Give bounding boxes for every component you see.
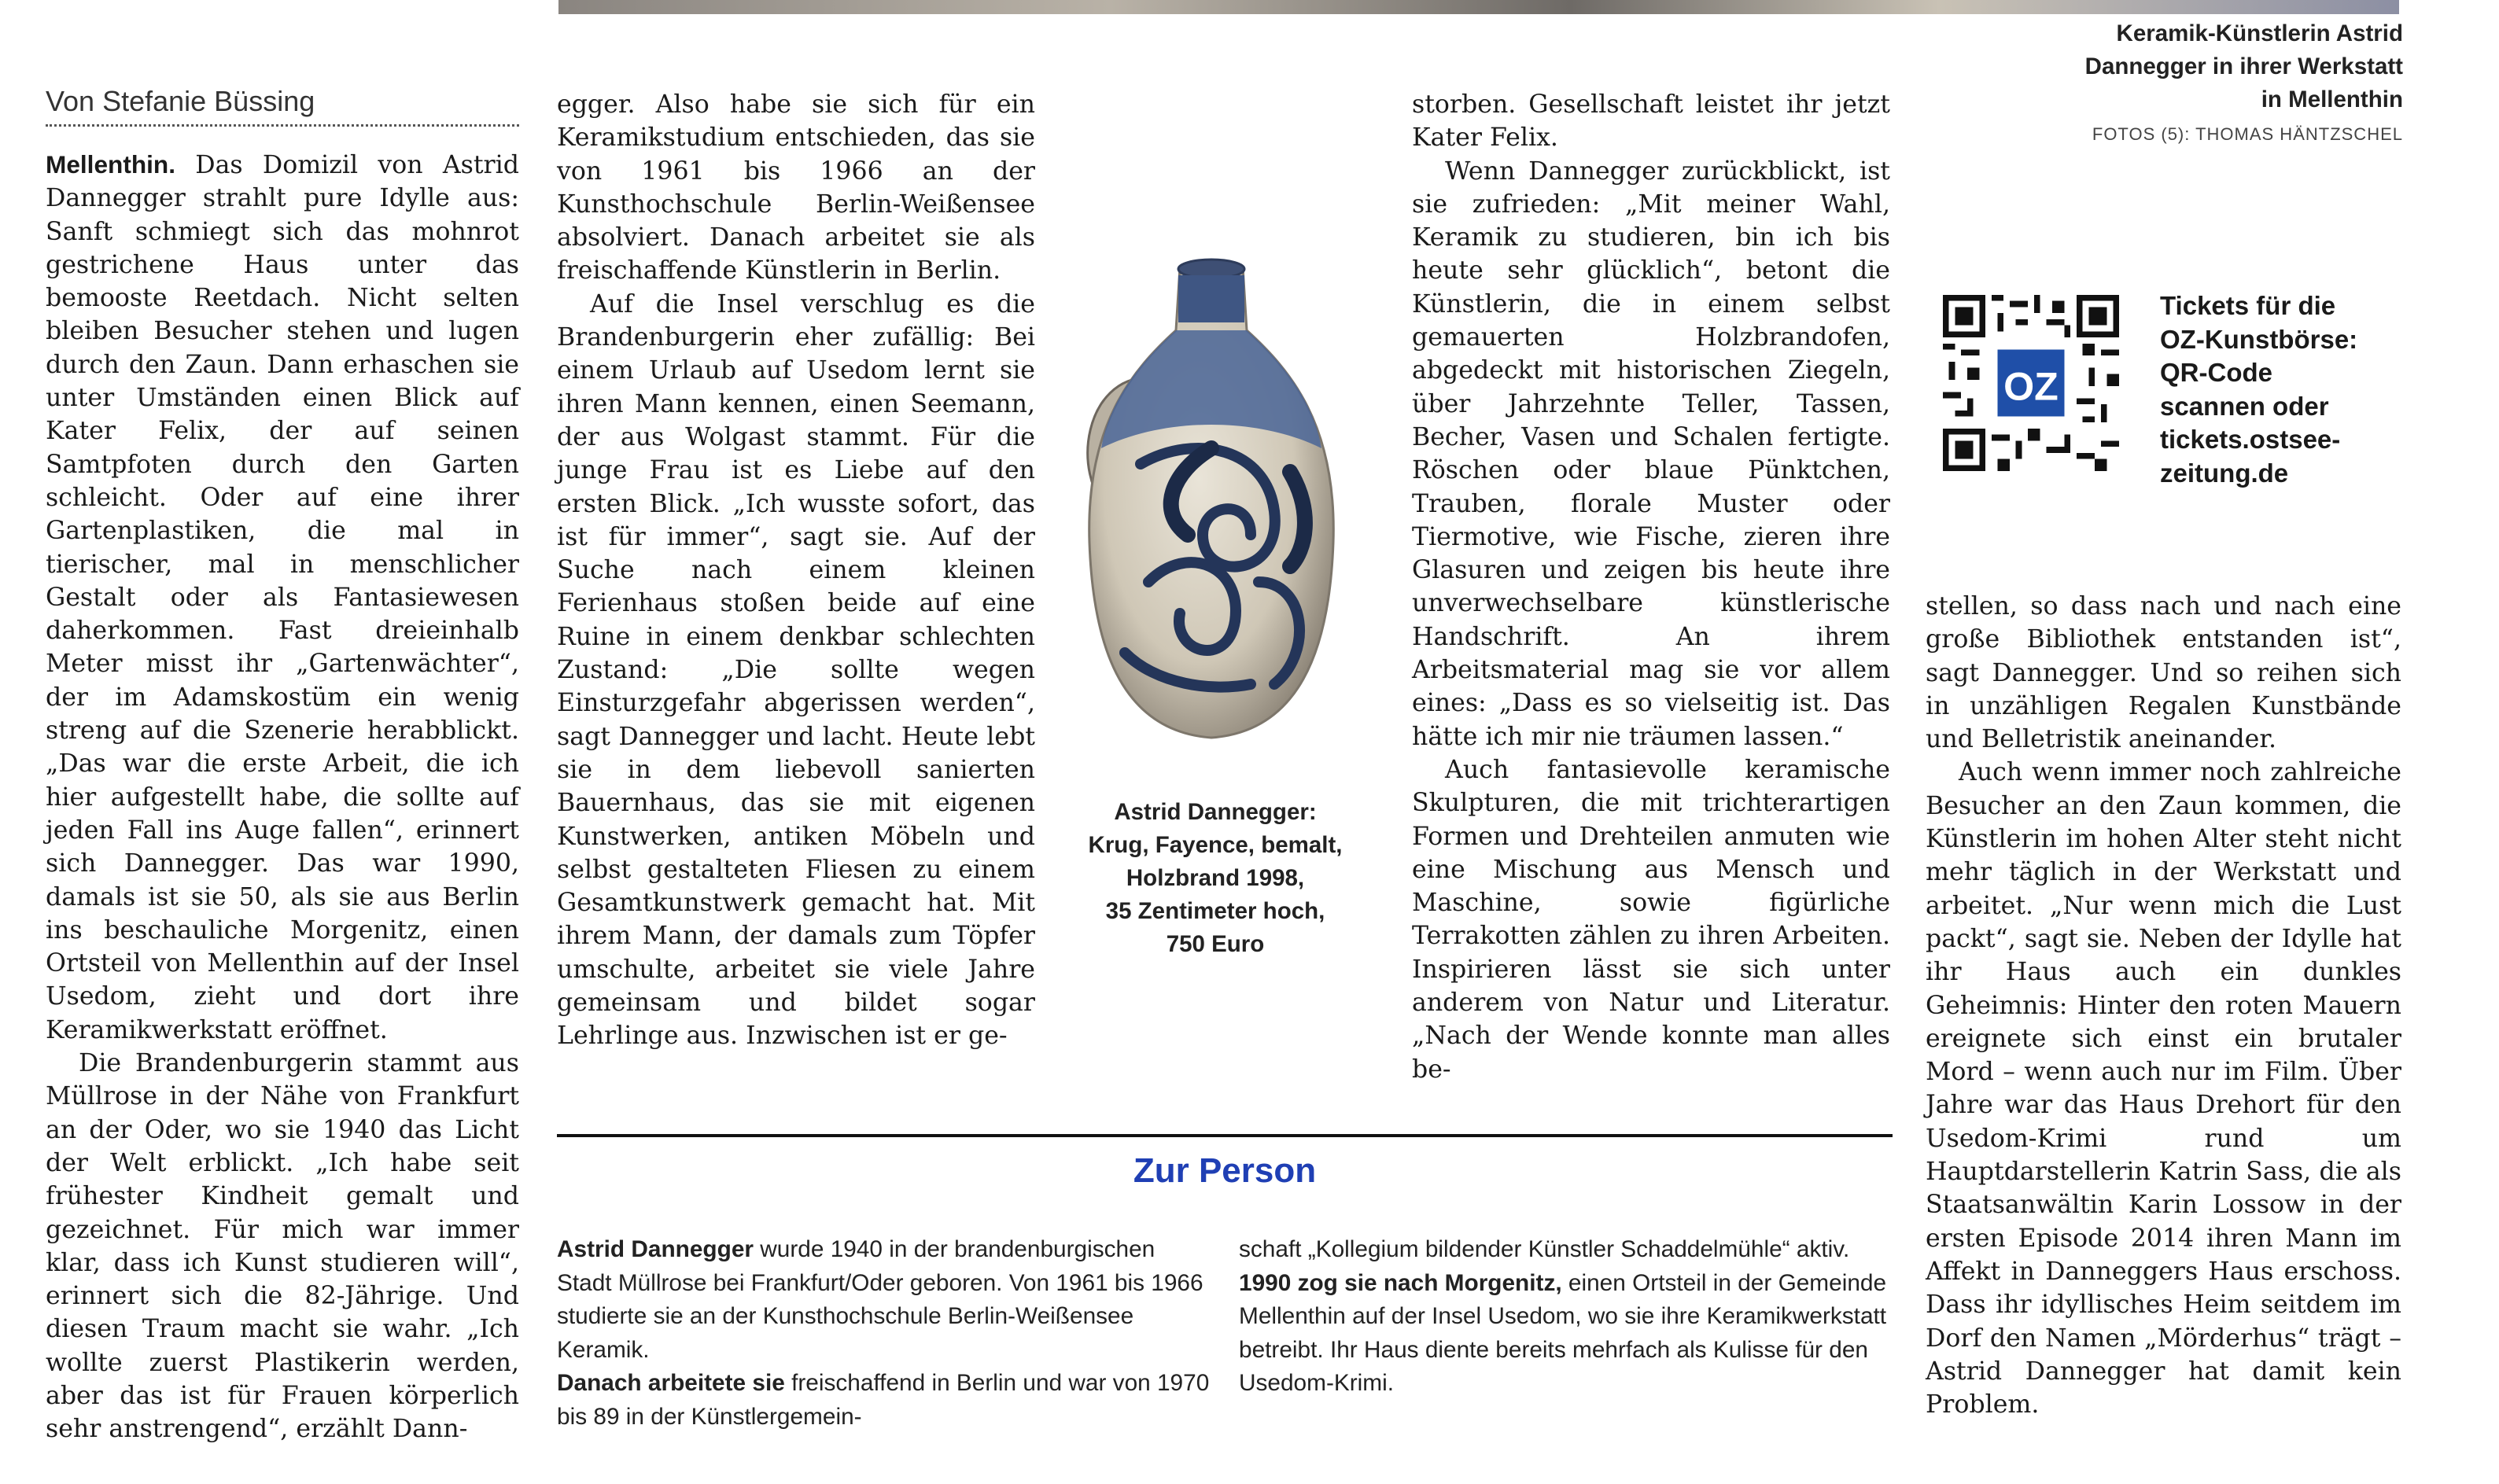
photo-credit: FOTOS (5): THOMAS HÄNTZSCHEL [2092, 124, 2403, 144]
info-paragraph [1239, 1267, 1892, 1401]
vase-caption [1058, 796, 1373, 961]
info-paragraph: schaft „Kollegium bildender Künstler Schaddelmühle“ aktiv. [1239, 1236, 1850, 1262]
caption-line: Astrid Dannegger: [1114, 799, 1317, 825]
article-column-3 [1412, 88, 1890, 1086]
qr-info-line: scannen oder [2160, 391, 2329, 421]
info-text: einen Ortsteil in der Gemeinde Mellenthin auf der Insel Usedom, wo sie ihre Keramikwerkstatt betreibt. Ihr Haus diente bereits mehrfach als Kulisse für den Usedom-Krimi. [1239, 1269, 1887, 1396]
info-text: wurde 1940 in der brandenburgischen Stadt Müllrose bei Frankfurt/Oder geboren. Von 1961 bis 1966 studierte sie an der Kunsthochschule Berlin-Weißensee Keramik. [557, 1236, 1203, 1363]
info-box-divider [557, 1134, 1893, 1137]
article-paragraph [46, 148, 519, 1047]
qr-info-line: tickets.ostsee- [2160, 425, 2341, 454]
article-paragraph: stellen, so dass nach und nach eine große Bibliothek entstanden ist“, sagt Dannegger. Und so reihen sich in unzähligen Regalen Kunstbände und Belletristik aneinander. [1926, 592, 2401, 754]
info-paragraph [557, 1367, 1210, 1434]
article-paragraph: Auch wenn immer noch zahlreiche Besucher an den Zaun kommen, die Künstlerin im hohen Alter steht nicht mehr täglich in der Werkstatt und arbeitet. „Nur wenn mich die Lust packt“, sagt sie. Neben der Idylle hat ihr Haus auch ein dunkles Geheimnis: Hinter den roten Mauern ereignete sich einst ein brutaler Mord – wenn auch nur im Film. Über Jahre war das Haus Drehort für den Usedom-Krimi rund um Hauptdarstellerin Katrin Sass, die als Staatsanwältin Karin Lossow in der ersten Episode 2014 ihren Mann im Affekt in Danneggers Haus erschoss. Dass ihr idyllisches Heim seitdem im Dorf den Namen „Mörderhus“ trägt – Astrid Dannegger hat damit kein Problem. [1926, 758, 2401, 1420]
article-paragraph: egger. Also habe sie sich für ein Keramikstudium entschieden, das sie von 1961 bis 1966 an der Kunsthochschule Berlin-Weißensee absolviert. Danach arbeitet sie als freischaffende Künstlerin in Berlin. [557, 90, 1035, 285]
article-column-2 [557, 88, 1035, 1053]
qr-info-line: QR-Code [2160, 358, 2272, 387]
info-box-column-1 [557, 1233, 1210, 1434]
article-paragraph: Die Brandenburgerin stammt aus Müllrose in der Nähe von Frankfurt an der Oder, wo sie 1940 das Licht der Welt erblickt. „Ich habe seit frühester Kindheit gemalt und gezeichnet. Für mich war immer klar, dass ich Kunst studieren will“, erinnert sich die 82-Jährige. Und diesen Traum macht sie wahr. „Ich wollte zuerst Plastikerin werden, aber das ist für Frauen körperlich sehr anstrengend“, erzählt Dann- [46, 1049, 519, 1444]
top-photo-edge [558, 0, 2399, 14]
info-box-title: Zur Person [1133, 1151, 1317, 1190]
article-paragraph: storben. Gesellschaft leistet ihr jetzt Kater Felix. [1412, 90, 1890, 153]
qr-info-line: OZ-Kunstbörse: [2160, 324, 2358, 354]
caption-line: Krug, Fayence, bemalt, [1088, 832, 1343, 858]
dateline: Mellenthin. [46, 150, 175, 179]
article-column-1 [46, 148, 519, 1446]
caption-line: 35 Zentimeter hoch, [1105, 898, 1325, 924]
info-highlight: Astrid Dannegger [557, 1236, 754, 1262]
jug-illustration [1054, 212, 1369, 763]
qr-info-line: zeitung.de [2160, 458, 2289, 488]
byline: Von Stefanie Büssing [46, 85, 315, 117]
article-paragraph: Auch fantasievolle keramische Skulpturen, die mit trichterartigen Formen und Drehteilen anmuten wie eine Mischung aus Mensch und Maschine, sowie figürliche Terrakotten zählen zu ihren Arbeiten. Inspirieren lässt sie sich unter anderem von Natur und Literatur. „Nach der Wende konnte man alles be- [1412, 755, 1890, 1084]
jug-neck-band [1178, 275, 1244, 322]
caption-line: Keramik-Künstlerin Astrid [2116, 20, 2403, 46]
byline-divider [46, 124, 519, 127]
caption-line: Holzbrand 1998, [1126, 865, 1305, 891]
caption-line: in Mellenthin [2261, 87, 2403, 112]
qr-ticket-info [2160, 289, 2412, 490]
caption-line: 750 Euro [1166, 931, 1265, 957]
caption-line: Dannegger in ihrer Werkstatt [2084, 53, 2403, 79]
info-box-column-2 [1239, 1233, 1892, 1401]
info-highlight: Danach arbeitete sie [557, 1370, 785, 1396]
article-column-4 [1926, 590, 2401, 1421]
photo-caption [1943, 17, 2403, 116]
info-highlight: 1990 zog sie nach Morgenitz, [1239, 1269, 1562, 1296]
paragraph-text: Das Domizil von Astrid Dannegger strahlt pure Idylle aus: Sanft schmiegt sich das mohnrot gestrichene Haus unter das bemooste Reetdach. Nicht selten bleiben Besucher stehen und lugen durch den Zaun. Dann erhaschen sie unter Umständen einen Blick auf Kater Felix, der auf seinen Samtpfoten durch den Garten schleicht. Oder auf eine ihrer Gartenplastiken, die mal in tierischer, mal in menschlicher Gestalt oder als Fantasiewesen daherkommen. Fast dreieinhalb Meter misst ihr „Gartenwächter“, der im Adamskostüm ein wenig streng auf die Szenerie herabblickt. „Das war die erste Arbeit, die ich hier aufgestellt habe, die sollte auf jeden Fall ins Auge fallen“, erinnert sich Dannegger. Das war 1990, damals ist sie 50, als sie aus Berlin ins beschauliche Morgenitz, einen Ortsteil von Mellenthin auf der Insel Usedom, zieht und dort ihre Keramikwerkstatt eröffnet. [46, 151, 519, 1044]
article-paragraph: Auf die Insel verschlug es die Brandenburgerin eher zufällig: Bei einem Urlaub auf Usedom lernt sie ihren Mann kennen, einen Seemann, der aus Wolgast stammt. Für die junge Frau ist es Liebe auf den ersten Blick. „Ich wusste sofort, das ist für immer“, sagt sie. Auf der Suche nach einem kleinen Ferienhaus stoßen beide auf eine Ruine in einem denkbar schlechten Zustand: „Die sollte wegen Einsturzgefahr abgerissen werden“, sagt Dannegger und lacht. Heute lebt sie in dem liebevoll sanierten Bauernhaus, das sie mit eigenen Kunstwerken, antiken Möbeln und selbst gestalteten Fliesen zu einem Gesamtkunstwerk gemacht hat. Mit ihrem Mann, der damals zum Töpfer umschulte, arbeitet sie viele Jahre gemeinsam und bildet sogar Lehrlinge aus. Inzwischen ist er ge- [557, 289, 1035, 1051]
vase-photo [1054, 212, 1369, 763]
info-text: freischaffend in Berlin und war von 1970 bis 89 in der Künstlergemein- [557, 1370, 1210, 1430]
qr-code[interactable] [1943, 295, 2119, 471]
oz-logo: OZ [2003, 364, 2059, 409]
qr-info-line: Tickets für die [2160, 291, 2336, 320]
article-paragraph: Wenn Dannegger zurückblickt, ist sie zufrieden: „Mit meiner Wahl, Keramik zu studieren, bin ich bis heute sehr glücklich“, betont die Künstlerin, die in einem selbst gemauerten Holzbrandofen, abgedeckt mit historischen Ziegeln, über Jahrzehnte Teller, Tassen, Becher, Vasen und Schalen fertigte. Röschen oder blaue Pünktchen, Trauben, florale Muster oder Tiermotive, wie Fische, zieren ihre Glasuren und zeigen bis heute ihre unverwechselbare künstlerische Handschrift. An ihrem Arbeitsmaterial mag sie vor allem eines: „Dass es so vielseitig ist. Das hätte ich mir nie träumen lassen.“ [1412, 157, 1890, 751]
qr-code-graphic[interactable] [1943, 295, 2119, 471]
info-paragraph [557, 1233, 1210, 1367]
